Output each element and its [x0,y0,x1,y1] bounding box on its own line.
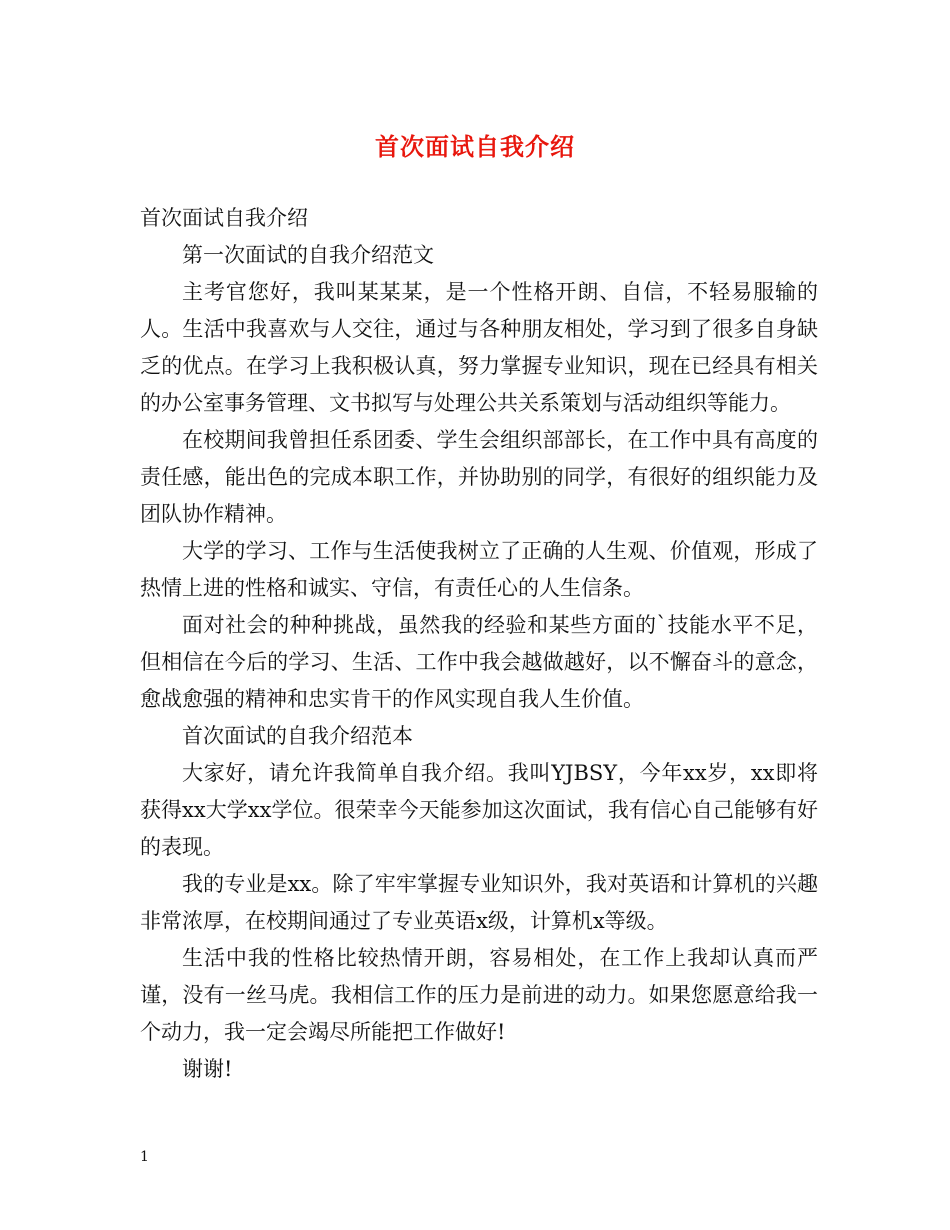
document-body [140,200,818,1088]
subheading: 第一次面试的自我介绍范文 [182,243,434,267]
closing-line: 谢谢! [182,1057,233,1081]
document-title: 首次面试自我介绍 [375,132,575,161]
page-number: 1 [140,1149,149,1165]
section-heading: 首次面试自我介绍 [140,206,308,230]
paragraph: 在校期间我曾担任系团委、学生会组织部部长，在工作中具有高度的责任感，能出色的完成本职工作，并协助别的同学，有很好的组织能力及团队协作精神。 [140,428,818,526]
paragraph: 大家好，请允许我简单自我介绍。我叫YJBSY，今年xx岁，xx即将获得xx大学xx学位。很荣幸今天能参加这次面试，我有信心自己能够有好的表现。 [140,761,818,859]
subheading: 首次面试的自我介绍范本 [182,724,413,748]
paragraph: 面对社会的种种挑战，虽然我的经验和某些方面的`技能水平不足，但相信在今后的学习、生活、工作中我会越做越好，以不懈奋斗的意念，愈战愈强的精神和忠实肯干的作风实现自我人生价值。 [140,613,818,711]
paragraph: 主考官您好，我叫某某某，是一个性格开朗、自信，不轻易服输的人。生活中我喜欢与人交往，通过与各种朋友相处，学习到了很多自身缺乏的优点。在学习上我积极认真，努力掌握专业知识，现在已经具有相关的办公室事务管理、文书拟写与处理公共关系策划与活动组织等能力。 [140,280,818,415]
paragraph: 我的专业是xx。除了牢牢掌握专业知识外，我对英语和计算机的兴趣非常浓厚，在校期间通过了专业英语x级，计算机x等级。 [140,872,818,933]
paragraph: 大学的学习、工作与生活使我树立了正确的人生观、价值观，形成了热情上进的性格和诚实、守信，有责任心的人生信条。 [140,539,818,600]
paragraph: 生活中我的性格比较热情开朗，容易相处，在工作上我却认真而严谨，没有一丝马虎。我相信工作的压力是前进的动力。如果您愿意给我一个动力，我一定会竭尽所能把工作做好! [140,946,818,1044]
